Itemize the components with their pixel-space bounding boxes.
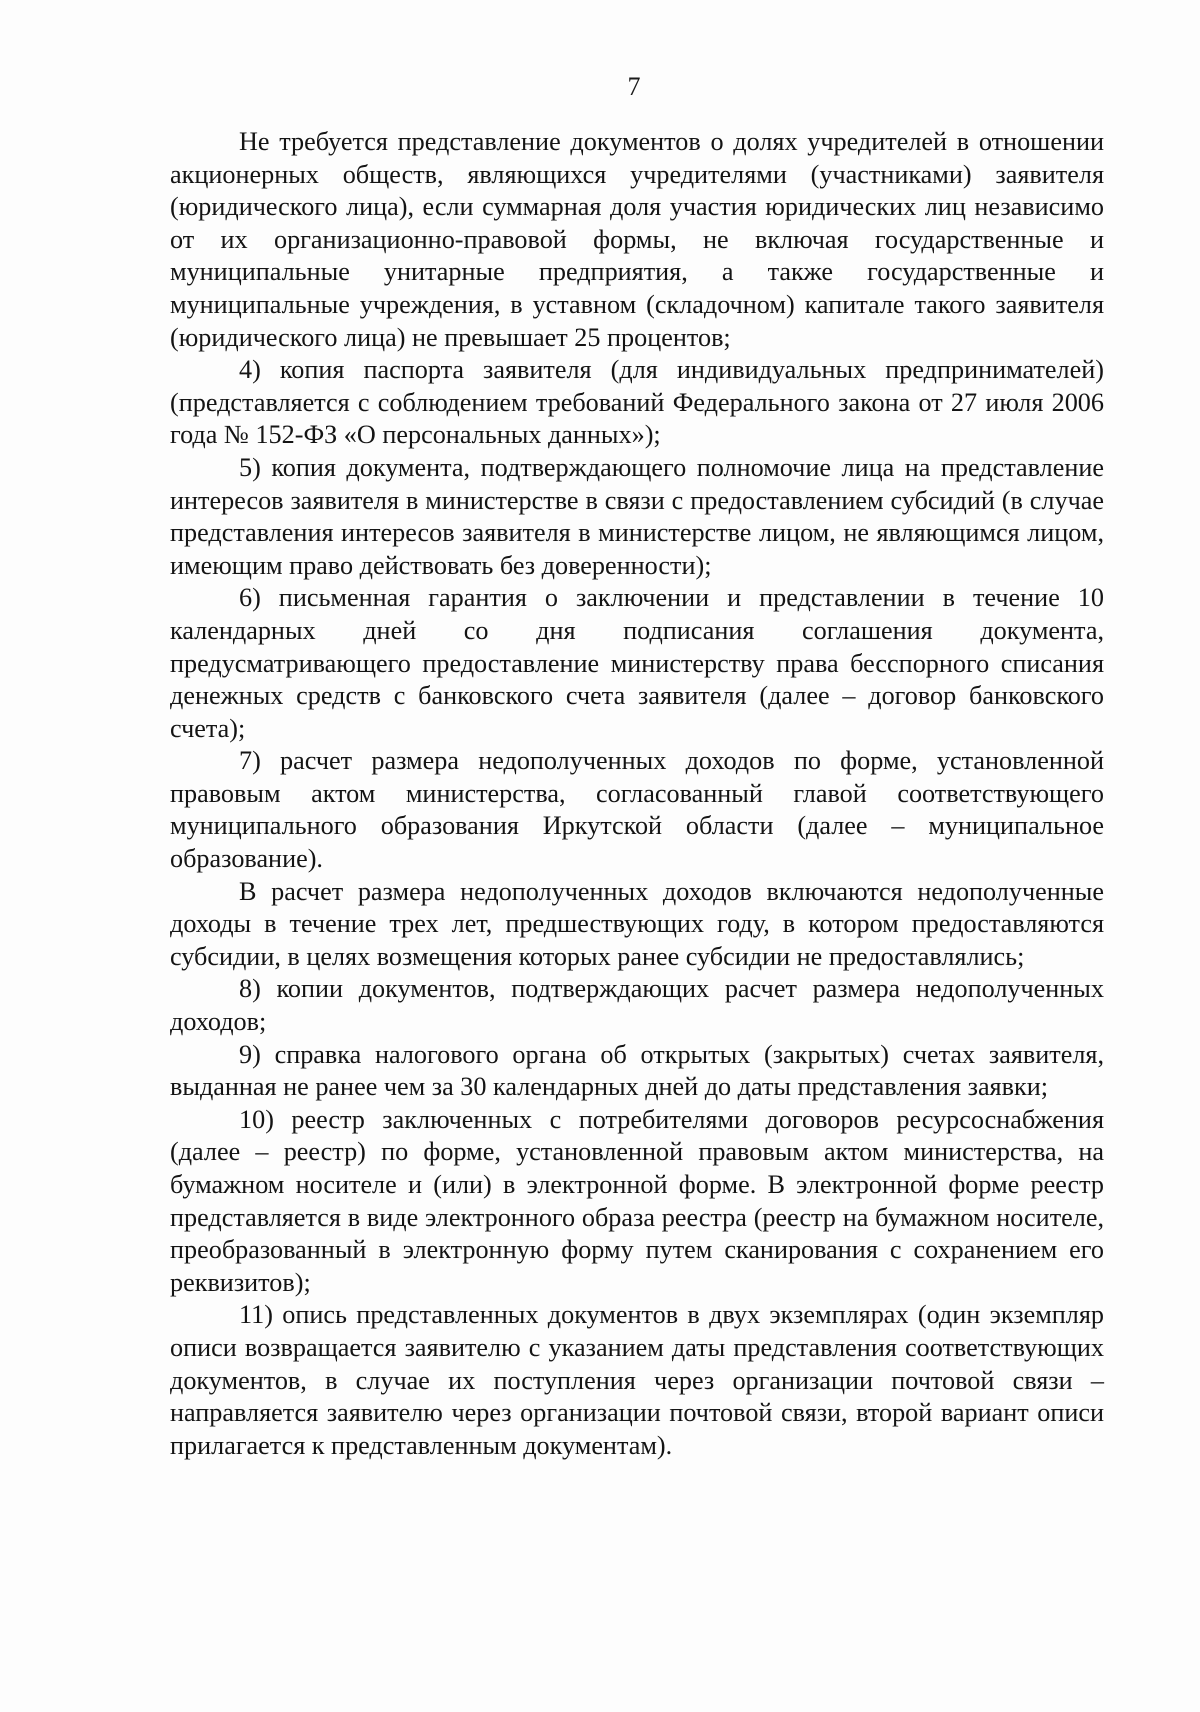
paragraph-item-5-authority-document: 5) копия документа, подтверждающего полномочие лица на представление интересов заявителя в министерстве в связи с предоставлением субсидий (в случае представления интересов заявителя в министерстве лицом, не являющимся лицом, имеющим право действовать без доверенности);	[170, 452, 1104, 580]
paragraph-item-6-written-guarantee: 6) письменная гарантия о заключении и представлении в течение 10 календарных дней со дня подписания соглашения документа, предусматривающего предоставление министерству права бесспорного списания денежных средств с банковского счета заявителя (далее – договор банковского счета);	[170, 583, 1104, 743]
paragraph-item-10-contracts-register: 10) реестр заключенных с потребителями договоров ресурсоснабжения (далее – реестр) по форме, установленной правовым актом министерства, на бумажном носителе и (или) в электронной форме. В электронной форме реестр представляется в виде электронного образа реестра (реестр на бумажном носителе, преобразованный в электронную форму путем сканирования с сохранением его реквизитов);	[170, 1104, 1104, 1297]
paragraph-item-8-document-copies: 8) копии документов, подтверждающих расчет размера недополученных доходов;	[170, 974, 1104, 1037]
paragraph-item-4-passport-copy: 4) копия паспорта заявителя (для индивидуальных предпринимателей) (представляется с соблюдением требований Федерального закона от 27 июля 2006 года № 152-ФЗ «О персональных данных»);	[170, 355, 1104, 450]
paragraph-item-9-tax-certificate: 9) справка налогового органа об открытых (закрытых) счетах заявителя, выданная не ранее чем за 30 календарных дней до даты представления заявки;	[170, 1039, 1104, 1102]
page-number: 7	[627, 72, 641, 101]
paragraph-shareholders-exemption: Не требуется представление документов о долях учредителей в отношении акционерных обществ, являющихся учредителями (участниками) заявителя (юридического лица), если суммарная доля участия юридических лиц независимо от их организационно-правовой формы, не включая государственные и муниципальные унитарные предприятия, а также государственные и муниципальные учреждения, в уставном (складочном) капитале такого заявителя (юридического лица) не превышает 25 процентов;	[170, 127, 1104, 352]
paragraph-calculation-period: В расчет размера недополученных доходов включаются недополученные доходы в течение трех лет, предшествующих году, в котором предоставляются субсидии, в целях возмещения которых ранее субсидии не предоставлялись;	[170, 876, 1104, 971]
paragraph-item-7-income-calculation: 7) расчет размера недополученных доходов по форме, установленной правовым актом министерства, согласованный главой соответствующего муниципального образования Иркутской области (далее – муниципальное образование).	[170, 746, 1104, 874]
document-body	[170, 126, 1104, 1462]
paragraph-item-11-document-inventory: 11) опись представленных документов в двух экземплярах (один экземпляр описи возвращается заявителю с указанием даты представления соответствующих документов, в случае их поступления через организации почтовой связи – направляется заявителю через организации почтовой связи, второй вариант описи прилагается к представленным документам).	[170, 1300, 1104, 1460]
